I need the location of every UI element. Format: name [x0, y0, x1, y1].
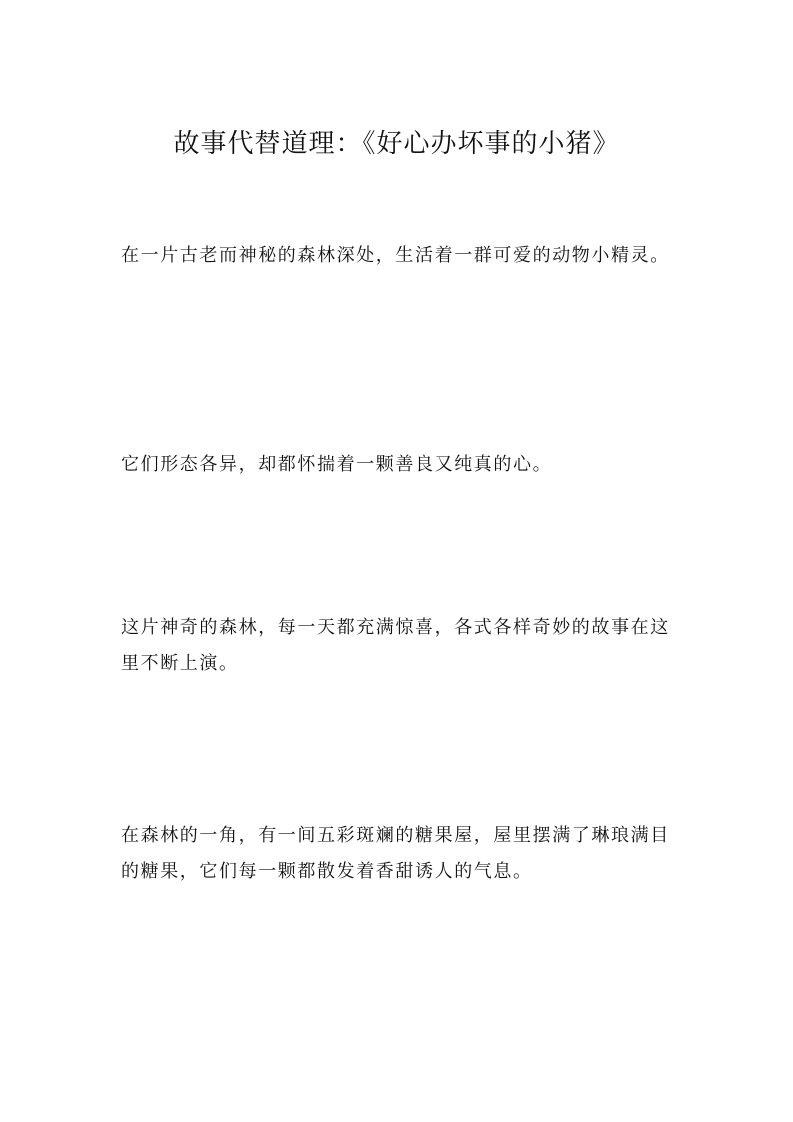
document-title: 故事代替道理：《好心办坏事的小猪》	[173, 129, 620, 159]
paragraph: 这片神奇的森林，每一天都充满惊喜，各式各样奇妙的故事在这里不断上演。	[121, 617, 670, 674]
paragraph: 在森林的一角，有一间五彩斑斓的糖果屋，屋里摆满了琳琅满目的糖果，它们每一颗都散发着香甜诱人的气息。	[121, 825, 670, 882]
paragraph: 在一片古老而神秘的森林深处，生活着一群可爱的动物小精灵。	[121, 245, 670, 266]
paragraph: 它们形态各异，却都怀揣着一颗善良又纯真的心。	[121, 454, 553, 475]
